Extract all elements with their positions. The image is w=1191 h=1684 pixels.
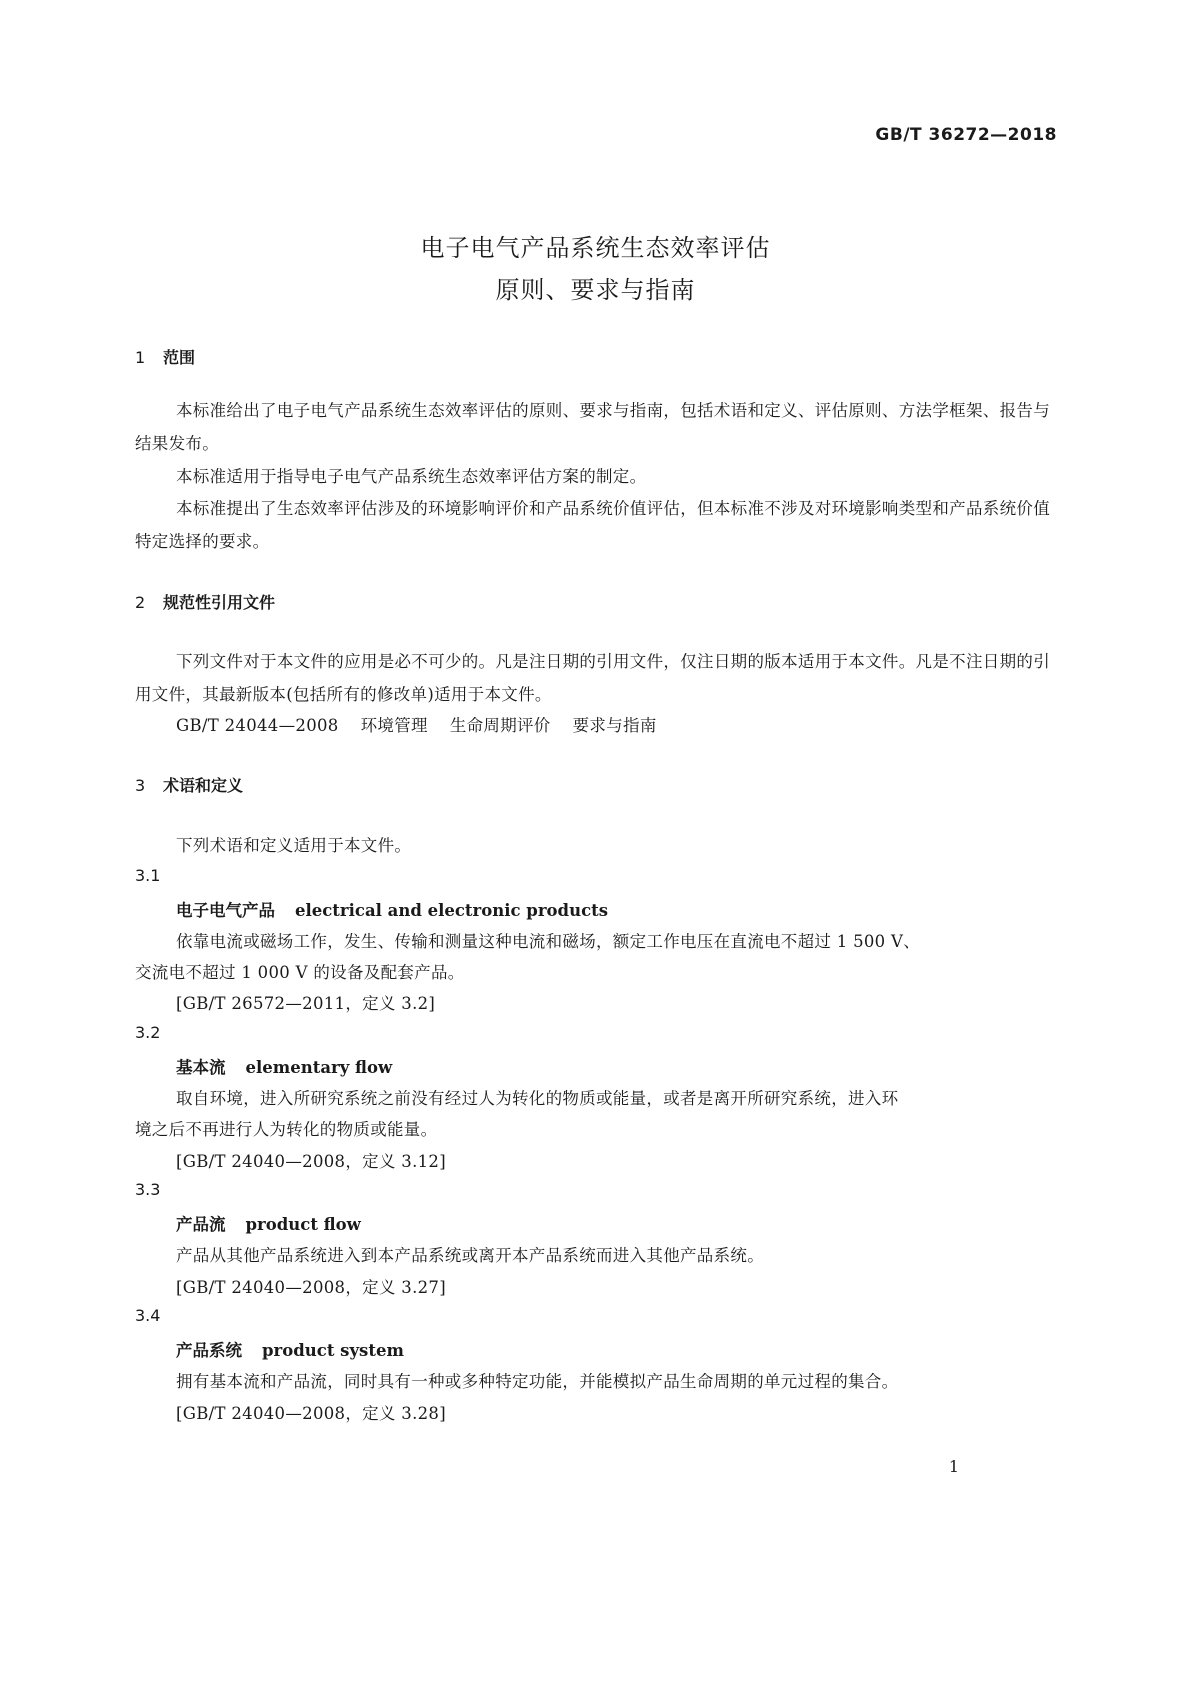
section-number: 2 — [135, 593, 146, 612]
term-source: [GB/T 24040—2008，定义 3.27] — [176, 1278, 446, 1297]
section-title: 术语和定义 — [163, 776, 244, 795]
section-title: 规范性引用文件 — [163, 593, 276, 612]
term-chinese: 产品系统 — [176, 1341, 242, 1360]
reference-title-part: 要求与指南 — [572, 716, 657, 735]
section-1-paragraph-1: 本标准给出了电子电气产品系统生态效率评估的原则、要求与指南，包括术语和定义、评估原则、方法学框架、报告与结果发布。 — [135, 401, 1050, 453]
term-heading — [176, 1337, 404, 1361]
term-number: 3.3 — [135, 1180, 161, 1199]
section-2-heading — [135, 590, 275, 613]
standard-number: GB/T 36272—2018 — [875, 125, 1057, 145]
term-definition-line: 产品从其他产品系统进入到本产品系统或离开本产品系统而进入其他产品系统。 — [176, 1246, 764, 1265]
section-number: 3 — [135, 776, 146, 795]
term-definition-line: 取自环境，进入所研究系统之前没有经过人为转化的物质或能量，或者是离开所研究系统，进入环 — [176, 1089, 899, 1108]
term-heading — [176, 1211, 361, 1235]
section-1-paragraph-3: 本标准提出了生态效率评估涉及的环境影响评价和产品系统价值评估，但本标准不涉及对环境影响类型和产品系统价值特定选择的要求。 — [135, 499, 1050, 551]
reference-title-part: 生命周期评价 — [449, 716, 551, 735]
term-english: product flow — [245, 1215, 361, 1234]
term-number: 3.4 — [135, 1306, 161, 1325]
section-3-heading — [135, 773, 243, 796]
term-number: 3.1 — [135, 866, 161, 885]
term-definition-line: 交流电不超过 1 000 V 的设备及配套产品。 — [135, 963, 465, 982]
section-title: 范围 — [163, 348, 196, 367]
term-english: elementary flow — [245, 1058, 393, 1077]
term-english: electrical and electronic products — [295, 901, 609, 920]
section-3-intro: 下列术语和定义适用于本文件。 — [176, 836, 412, 855]
document-title-line-1: 电子电气产品系统生态效率评估 — [420, 234, 771, 262]
reference-code: GB/T 24044—2008 — [176, 716, 339, 735]
section-1-paragraph-2: 本标准适用于指导电子电气产品系统生态效率评估方案的制定。 — [176, 467, 647, 486]
term-definition-line: 依靠电流或磁场工作，发生、传输和测量这种电流和磁场，额定工作电压在直流电不超过 1 500 V、 — [176, 932, 921, 951]
term-chinese: 产品流 — [176, 1215, 226, 1234]
term-english: product system — [262, 1341, 404, 1360]
term-chinese: 基本流 — [176, 1058, 226, 1077]
normative-reference-item — [176, 712, 657, 736]
section-1-heading — [135, 345, 195, 368]
section-2-paragraph: 下列文件对于本文件的应用是必不可少的。凡是注日期的引用文件，仅注日期的版本适用于本文件。凡是不注日期的引用文件，其最新版本(包括所有的修改单)适用于本文件。 — [135, 652, 1050, 704]
page-number: 1 — [948, 1457, 959, 1476]
term-definition-line: 境之后不再进行人为转化的物质或能量。 — [135, 1120, 438, 1139]
term-chinese: 电子电气产品 — [176, 901, 275, 920]
term-heading — [176, 897, 608, 921]
reference-title-part: 环境管理 — [360, 716, 428, 735]
term-source: [GB/T 24040—2008，定义 3.12] — [176, 1152, 446, 1171]
term-source: [GB/T 26572—2011，定义 3.2] — [176, 994, 436, 1013]
term-definition-line: 拥有基本流和产品流，同时具有一种或多种特定功能，并能模拟产品生命周期的单元过程的集合。 — [176, 1372, 899, 1391]
term-source: [GB/T 24040—2008，定义 3.28] — [176, 1404, 446, 1423]
term-heading — [176, 1054, 392, 1078]
document-title-line-2: 原则、要求与指南 — [495, 276, 696, 304]
section-number: 1 — [135, 348, 146, 367]
term-number: 3.2 — [135, 1023, 161, 1042]
